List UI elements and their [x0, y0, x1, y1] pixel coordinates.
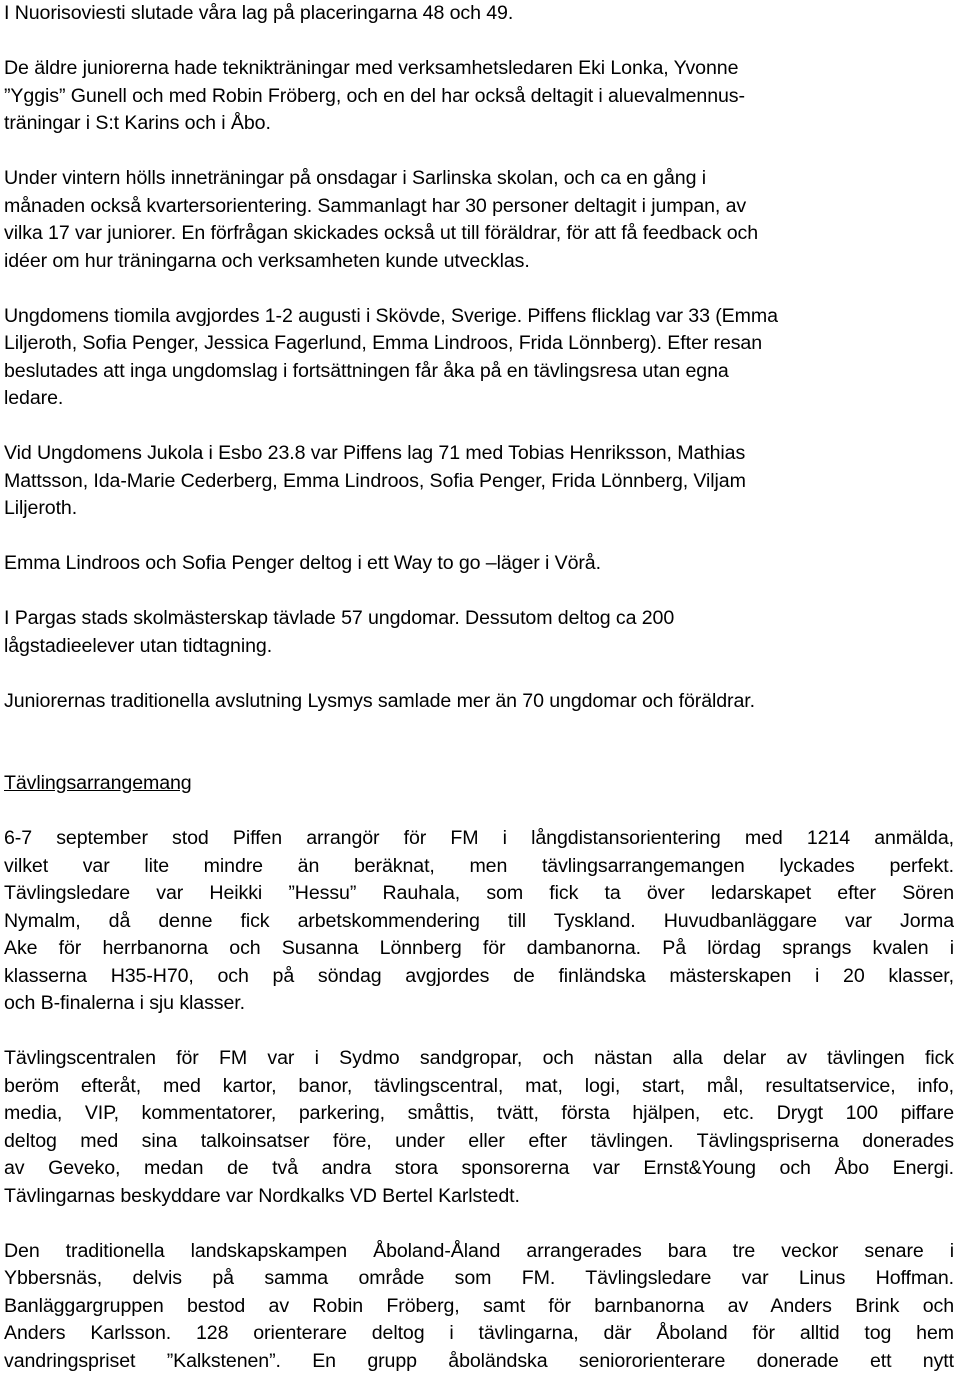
- paragraph-line: media, VIP, kommentatorer, parkering, småttis, tvätt, första hjälpen, etc. Drygt 100 piffare: [4, 1100, 954, 1128]
- paragraph-line: 6-7 september stod Piffen arrangör för FM i långdistansorientering med 1214 anmälda,: [4, 825, 954, 853]
- section-heading: Tävlingsarrangemang: [4, 770, 954, 798]
- paragraph-line: klasserna H35-H70, och på söndag avgjordes de finländska mästerskapen i 20 klasser,: [4, 963, 954, 991]
- paragraph-line: Tävlingarnas beskyddare var Nordkalks VD Bertel Karlstedt.: [4, 1183, 954, 1211]
- paragraph-line: vilka 17 var juniorer. En förfrågan skickades också ut till föräldrar, för att få feedback och: [4, 220, 954, 248]
- paragraph-line: Liljeroth.: [4, 495, 954, 523]
- paragraph-line: Den traditionella landskapskampen Åboland-Åland arrangerades bara tre veckor senare i: [4, 1238, 954, 1266]
- paragraph-line: vandringspriset ”Kalkstenen”. En grupp åboländska seniororienterare donerade ett nytt: [4, 1348, 954, 1375]
- paragraph-line: Anders Karlsson. 128 orienterare deltog i tävlingarna, där Åboland för alltid tog hem: [4, 1320, 954, 1348]
- paragraph-gap: [4, 660, 954, 688]
- paragraph-line: Nymalm, då denne fick arbetskommendering till Tyskland. Huvudbanläggare var Jorma: [4, 908, 954, 936]
- paragraph-gap: [4, 413, 954, 441]
- paragraph-line: ledare.: [4, 385, 954, 413]
- paragraph-gap: [4, 578, 954, 606]
- paragraph-line: och B-finalerna i sju klasser.: [4, 990, 954, 1018]
- paragraph-line: beröm efteråt, med kartor, banor, tävlingscentral, mat, logi, start, mål, resultatservice, info,: [4, 1073, 954, 1101]
- paragraph-line: idéer om hur träningarna och verksamheten kunde utvecklas.: [4, 248, 954, 276]
- paragraph-gap: [4, 275, 954, 303]
- paragraph-line: deltog med sina talkoinsatser före, under eller efter tävlingen. Tävlingspriserna donerades: [4, 1128, 954, 1156]
- paragraph-line: Vid Ungdomens Jukola i Esbo 23.8 var Piffens lag 71 med Tobias Henriksson, Mathias: [4, 440, 954, 468]
- paragraph-line: I Nuorisoviesti slutade våra lag på placeringarna 48 och 49.: [4, 0, 954, 28]
- paragraph-gap: [4, 28, 954, 56]
- paragraph-line: ”Yggis” Gunell och med Robin Fröberg, och en del har också deltagit i aluevalmennus-: [4, 83, 954, 111]
- paragraph-gap: [4, 798, 954, 826]
- paragraph-line: träningar i S:t Karins och i Åbo.: [4, 110, 954, 138]
- paragraph-line: Mattsson, Ida-Marie Cederberg, Emma Lindroos, Sofia Penger, Frida Lönnberg, Viljam: [4, 468, 954, 496]
- document-page: [4, 0, 954, 1375]
- paragraph-line: Ake för herrbanorna och Susanna Lönnberg för dambanorna. På lördag sprangs kvalen i: [4, 935, 954, 963]
- paragraph-line: I Pargas stads skolmästerskap tävlade 57 ungdomar. Dessutom deltog ca 200: [4, 605, 954, 633]
- paragraph-line: Liljeroth, Sofia Penger, Jessica Fagerlund, Emma Lindroos, Frida Lönnberg). Efter resan: [4, 330, 954, 358]
- paragraph-gap: [4, 138, 954, 166]
- paragraph-gap: [4, 1018, 954, 1046]
- paragraph-line: lågstadieelever utan tidtagning.: [4, 633, 954, 661]
- paragraph-line: Tävlingscentralen för FM var i Sydmo sandgropar, och nästan alla delar av tävlingen fick: [4, 1045, 954, 1073]
- paragraph-line: Ybbersnäs, delvis på samma område som FM. Tävlingsledare var Linus Hoffman.: [4, 1265, 954, 1293]
- paragraph-line: De äldre juniorerna hade teknikträningar med verksamhetsledaren Eki Lonka, Yvonne: [4, 55, 954, 83]
- paragraph-line: av Geveko, medan de två andra stora sponsorerna var Ernst&Young och Åbo Energi.: [4, 1155, 954, 1183]
- paragraph-line: vilket var lite mindre än beräknat, men tävlingsarrangemangen lyckades perfekt.: [4, 853, 954, 881]
- paragraph-gap: [4, 1210, 954, 1238]
- paragraph-line: beslutades att inga ungdomslag i fortsättningen får åka på en tävlingsresa utan egna: [4, 358, 954, 386]
- paragraph-line: Ungdomens tiomila avgjordes 1-2 augusti i Skövde, Sverige. Piffens flicklag var 33 (Emma: [4, 303, 954, 331]
- paragraph-line: Juniorernas traditionella avslutning Lysmys samlade mer än 70 ungdomar och föräldrar.: [4, 688, 954, 716]
- paragraph-gap: [4, 523, 954, 551]
- section-gap: [4, 715, 954, 770]
- paragraph-line: månaden också kvartersorientering. Sammanlagt har 30 personer deltagit i jumpan, av: [4, 193, 954, 221]
- paragraph-line: Tävlingsledare var Heikki ”Hessu” Rauhala, som fick ta över ledarskapet efter Sören: [4, 880, 954, 908]
- paragraph-line: Emma Lindroos och Sofia Penger deltog i ett Way to go –läger i Vörå.: [4, 550, 954, 578]
- paragraph-line: Under vintern hölls inneträningar på onsdagar i Sarlinska skolan, och ca en gång i: [4, 165, 954, 193]
- paragraph-line: Banläggargruppen bestod av Robin Fröberg, samt för barnbanorna av Anders Brink och: [4, 1293, 954, 1321]
